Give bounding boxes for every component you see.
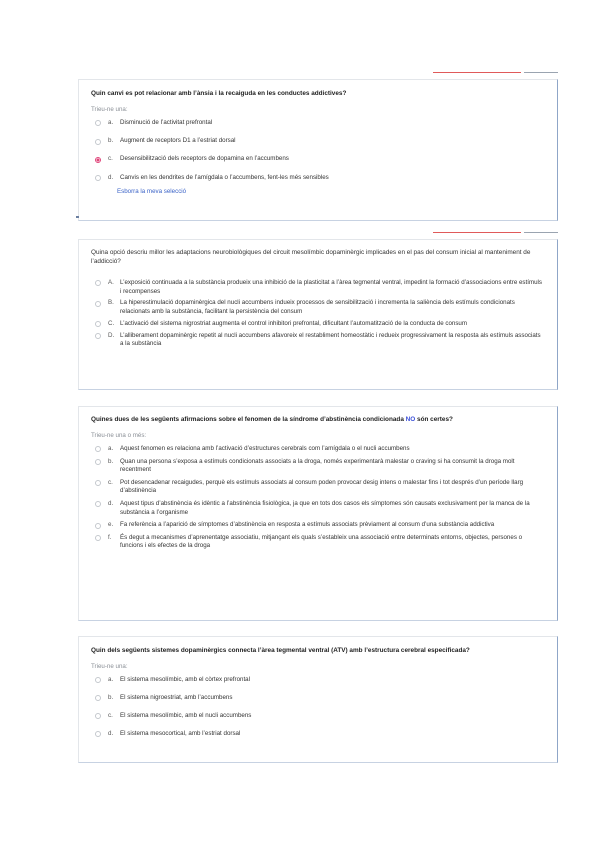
- answer-option-a[interactable]: a. El sistema mesolímbic, amb el còrtex prefrontal: [95, 676, 545, 685]
- clear-selection-link[interactable]: Esborra la meva selecció: [117, 188, 187, 196]
- answer-option-a[interactable]: a. Aquest fenomen es relaciona amb l’activació d’estructures cerebrals com l’amígdala o el nucli accumbens: [95, 445, 545, 454]
- answer-option-d[interactable]: d. Canvis en les dendrites de l’amígdala o l’accumbens, fent-les més sensibles: [95, 174, 545, 183]
- answer-option-c[interactable]: c. Desensibilització dels receptors de dopamina en l’accumbens: [95, 155, 545, 164]
- answer-option-d[interactable]: D. L’alliberament dopaminèrgic repetit al nucli accumbens afavoreix el restabliment homeostàtic i redueix progressivament la resposta als estímuls associats a la substància: [95, 332, 545, 349]
- tab-indicator-red: [433, 72, 521, 73]
- answer-option-b[interactable]: b. Quan una persona s’exposa a estímuls condicionats associats a la droga, només experimentarà malestar o craving si ha consumit la droga molt recentment: [95, 458, 545, 475]
- question-card-3: [78, 406, 558, 621]
- answer-option-a[interactable]: A. L’exposició continuada a la substància produeix una inhibició de la plasticitat a l’àrea tegmental ventral, impedint la formació d’associacions entre estímuls i recompenses: [95, 279, 545, 296]
- question-card-4: [78, 636, 558, 763]
- answer-option-c[interactable]: c. Pot desencadenar recaigudes, perquè els estímuls associats al consum poden provocar desig intens o malestar fins i tot després d’un període llarg d’abstinència: [95, 479, 545, 496]
- radio-button[interactable]: [95, 139, 101, 145]
- radio-button[interactable]: [95, 301, 101, 307]
- answer-prompt: Trieu-ne una:: [91, 106, 128, 113]
- radio-button[interactable]: [95, 677, 101, 683]
- checkbox[interactable]: [95, 523, 101, 529]
- tab-indicator-gray-2: [524, 232, 558, 233]
- card-marker: [76, 216, 79, 218]
- radio-button[interactable]: [95, 321, 101, 327]
- question-card-1: [78, 79, 558, 221]
- negation-highlight: NO: [405, 416, 416, 423]
- answer-option-d[interactable]: d. El sistema mesocortical, amb l’estriat dorsal: [95, 730, 545, 739]
- question-title: Quin dels següents sistemes dopaminèrgics connecta l’àrea tegmental ventral (ATV) amb l’estructura cerebral especificada?: [91, 647, 470, 654]
- answer-option-d[interactable]: d. Aquest tipus d’abstinència és idèntic a l’abstinència fisiològica, ja que en tots dos casos els símptomes són causats exclusivament per la manca de la substància a l’organisme: [95, 500, 545, 517]
- radio-button[interactable]: [95, 280, 101, 286]
- checkbox[interactable]: [95, 501, 101, 507]
- answer-option-c[interactable]: c. El sistema mesolímbic, amb el nucli accumbens: [95, 712, 545, 721]
- checkbox[interactable]: [95, 459, 101, 465]
- question-title: Quines dues de les següents afirmacions sobre el fenomen de la síndrome d’abstinència condicionada NO són certes?: [91, 416, 453, 423]
- radio-button[interactable]: [95, 120, 101, 126]
- answer-option-e[interactable]: e. Fa referència a l’aparició de símptomes d’abstinència en resposta a estímuls associats prèviament al consum d’una substància addictiva: [95, 521, 545, 530]
- question-card-2: [78, 239, 558, 390]
- radio-button[interactable]: [95, 695, 101, 701]
- answer-prompt: Trieu-ne una o més:: [91, 432, 147, 439]
- checkbox[interactable]: [95, 535, 101, 541]
- answer-option-f[interactable]: f. És degut a mecanismes d’aprenentatge associatiu, mitjançant els quals s’estableix una associació entre determinats entorns, objectes, persones o funcions i els efectes de la droga: [95, 534, 545, 551]
- answer-option-c[interactable]: C. L’activació del sistema nigrostriat augmenta el control inhibitori prefrontal, dificultant l’automatització de la conducta de consum: [95, 320, 545, 329]
- answer-option-b[interactable]: B. La hiperestimulació dopaminèrgica del nucli accumbens indueix processos de sensibilització i incrementa la saliència dels estímuls condicionats relacionats amb la substància, facilitant la persistència del consum: [95, 299, 545, 316]
- checkbox[interactable]: [95, 446, 101, 452]
- radio-button[interactable]: [95, 713, 101, 719]
- tab-indicator-gray: [524, 72, 558, 73]
- answer-option-b[interactable]: b. Augment de receptors D1 a l’estriat dorsal: [95, 137, 545, 146]
- radio-button[interactable]: [95, 731, 101, 737]
- question-title: Quina opció descriu millor les adaptacions neurobiològiques del circuit mesolímbic dopaminèrgic implicades en el pas del consum inicial al manteniment de l’addicció?: [91, 249, 531, 265]
- answer-option-b[interactable]: b. El sistema nigroestriat, amb l’accumbens: [95, 694, 545, 703]
- answer-option-a[interactable]: a. Disminució de l’activitat prefrontal: [95, 119, 545, 128]
- radio-button[interactable]: [95, 175, 101, 181]
- checkbox[interactable]: [95, 480, 101, 486]
- answer-prompt: Trieu-ne una:: [91, 663, 128, 670]
- radio-button-selected[interactable]: [95, 157, 101, 163]
- question-title: Quin canvi es pot relacionar amb l’ànsia i la recaiguda en les conductes addictives?: [91, 90, 347, 97]
- radio-button[interactable]: [95, 333, 101, 339]
- tab-indicator-red-2: [433, 232, 521, 233]
